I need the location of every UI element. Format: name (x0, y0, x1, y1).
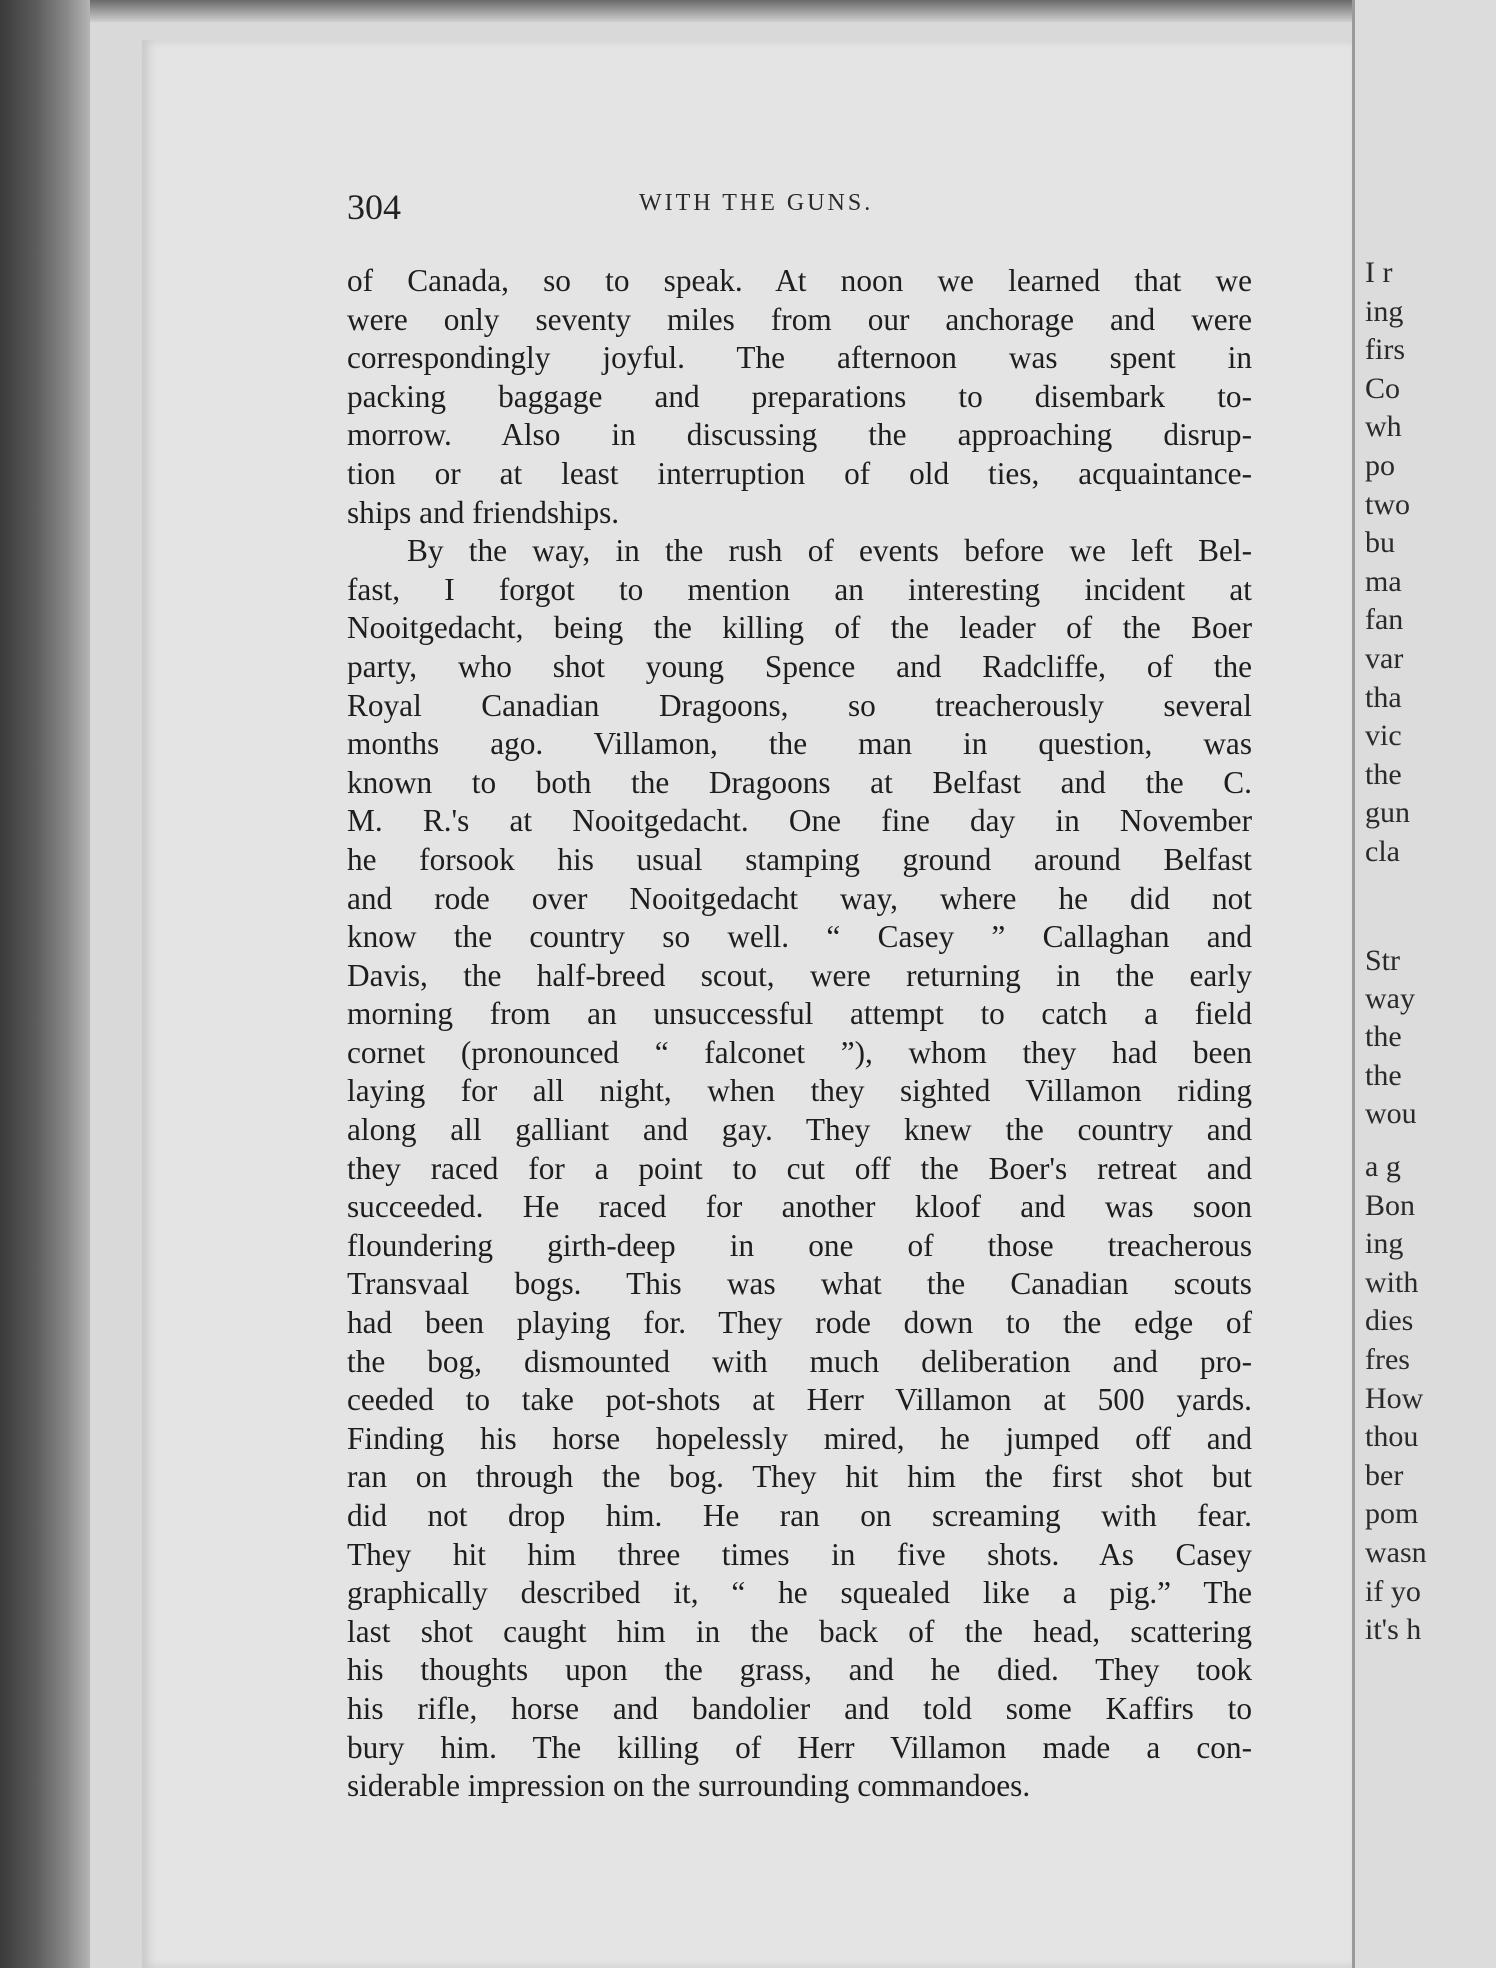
text-line: fast, I forgot to mention an interesting incident at (347, 571, 1252, 607)
text-line: laying for all night, when they sighted Villamon riding (347, 1073, 1252, 1109)
facing-page-fragment: if yo (1365, 1574, 1421, 1608)
facing-page-fragment: a g (1365, 1150, 1401, 1183)
text-line: did not drop him. He ran on screaming with fear. (347, 1498, 1252, 1533)
text-line: known to both the Dragoons at Belfast and the C. (347, 764, 1252, 800)
facing-page-fragment: I r (1365, 256, 1393, 289)
facing-page-fragment: How (1365, 1381, 1424, 1415)
facing-page-fragment: pom (1365, 1497, 1419, 1531)
text-line: months ago. Villamon, the man in question, was (347, 726, 1252, 762)
facing-page-fragment: Co (1365, 371, 1401, 405)
facing-page-fragment: it's h (1365, 1613, 1422, 1647)
text-line: and rode over Nooitgedacht way, where he did not (347, 880, 1252, 916)
text-line: M. R.'s at Nooitgedacht. One fine day in November (347, 803, 1252, 839)
facing-page-fragment: vic (1365, 719, 1402, 753)
facing-page-fragment: firs (1365, 333, 1405, 367)
facing-page-fragment: ber (1365, 1458, 1404, 1492)
facing-page-fragment: wh (1365, 410, 1402, 444)
facing-page-fragment: wou (1365, 1096, 1417, 1130)
text-line: the bog, dismounted with much deliberation and pro- (347, 1343, 1252, 1379)
text-line: correspondingly joyful. The afternoon was spent in (347, 340, 1252, 376)
text-line: had been playing for. They rode down to the edge of (347, 1305, 1252, 1341)
text-line: of Canada, so to speak. At noon we learned that we (347, 263, 1252, 298)
facing-page-fragment: tha (1365, 680, 1402, 714)
facing-page-fragment: gun (1365, 796, 1410, 830)
facing-page-fragment: Bon (1365, 1188, 1416, 1222)
text-line: party, who shot young Spence and Radcliffe, of the (347, 648, 1252, 684)
facing-page-fragment: bu (1365, 526, 1395, 560)
text-line: They hit him three times in five shots. As Casey (347, 1536, 1252, 1572)
text-line: cornet (pronounced “ falconet ”), whom they had been (347, 1034, 1252, 1070)
facing-page-fragment: ing (1365, 294, 1404, 328)
running-title: WITH THE GUNS. (639, 190, 874, 216)
text-line: succeeded. He raced for another kloof and was soon (347, 1189, 1252, 1225)
text-line: Davis, the half-breed scout, were returning in the early (347, 957, 1252, 993)
text-line: morrow. Also in discussing the approaching disrup- (347, 417, 1252, 453)
text-line: they raced for a point to cut off the Boer's retreat and (347, 1150, 1252, 1186)
facing-page-fragment: dies (1365, 1304, 1414, 1338)
text-line: tion or at least interruption of old ties, acquaintance- (347, 455, 1252, 491)
facing-page-fragment: way (1365, 982, 1415, 1016)
text-line: graphically described it, “ he squealed like a pig.” The (347, 1575, 1252, 1611)
text-line: know the country so well. “ Casey ” Callaghan and (347, 919, 1252, 955)
facing-page-fragment: the (1365, 1020, 1402, 1054)
facing-page-fragment: fan (1365, 603, 1404, 637)
top-edge-shadow (90, 0, 1496, 22)
facing-page-fragment: with (1365, 1265, 1419, 1299)
text-line: morning from an unsuccessful attempt to catch a field (347, 996, 1252, 1032)
facing-page-fragment: the (1365, 757, 1402, 791)
text-line: siderable impression on the surrounding commandoes. (347, 1768, 1031, 1804)
text-line: packing baggage and preparations to disembark to- (347, 378, 1252, 414)
text-line: along all galliant and gay. They knew the country and (347, 1112, 1252, 1148)
facing-page-fragment: wasn (1365, 1536, 1427, 1569)
facing-page-edge (1352, 0, 1496, 1968)
facing-page-fragment: the (1365, 1058, 1402, 1092)
facing-page-fragment: var (1365, 642, 1404, 675)
text-line: Royal Canadian Dragoons, so treacherously several (347, 687, 1252, 723)
text-line: ceeded to take pot-shots at Herr Villamon at 500 yards. (347, 1382, 1252, 1418)
text-line: his rifle, horse and bandolier and told some Kaffirs to (347, 1690, 1252, 1726)
text-line: Transvaal bogs. This was what the Canadian scouts (347, 1266, 1252, 1302)
text-line: bury him. The killing of Herr Villamon made a con- (347, 1729, 1252, 1765)
text-line: ran on through the bog. They hit him the first shot but (347, 1459, 1252, 1495)
text-line: last shot caught him in the back of the head, scattering (347, 1613, 1252, 1649)
text-line: his thoughts upon the grass, and he died. They took (347, 1652, 1252, 1688)
book-spine-shadow (0, 0, 90, 1968)
text-line: he forsook his usual stamping ground around Belfast (347, 841, 1252, 877)
facing-page-fragment: thou (1365, 1420, 1419, 1454)
text-line: were only seventy miles from our anchorage and were (347, 301, 1252, 337)
text-line: floundering girth-deep in one of those treacherous (347, 1227, 1252, 1263)
facing-page-fragment: ing (1365, 1227, 1404, 1261)
facing-page-fragment: fres (1365, 1343, 1410, 1376)
facing-page-fragment: cla (1365, 835, 1400, 868)
facing-page-fragment: po (1365, 449, 1395, 482)
text-line: ships and friendships. (347, 494, 620, 530)
text-line: By the way, in the rush of events before we left Bel- (407, 533, 1252, 569)
facing-page-fragment: Str (1365, 944, 1401, 977)
running-head (347, 186, 1353, 226)
page-number: 304 (347, 187, 401, 227)
page-body-text (347, 262, 1252, 1806)
text-line: Finding his horse hopelessly mired, he jumped off and (347, 1420, 1252, 1456)
facing-page-fragment: two (1365, 487, 1410, 521)
text-line: Nooitgedacht, being the killing of the leader of the Boer (347, 610, 1252, 646)
facing-page-fragment: ma (1365, 564, 1402, 598)
